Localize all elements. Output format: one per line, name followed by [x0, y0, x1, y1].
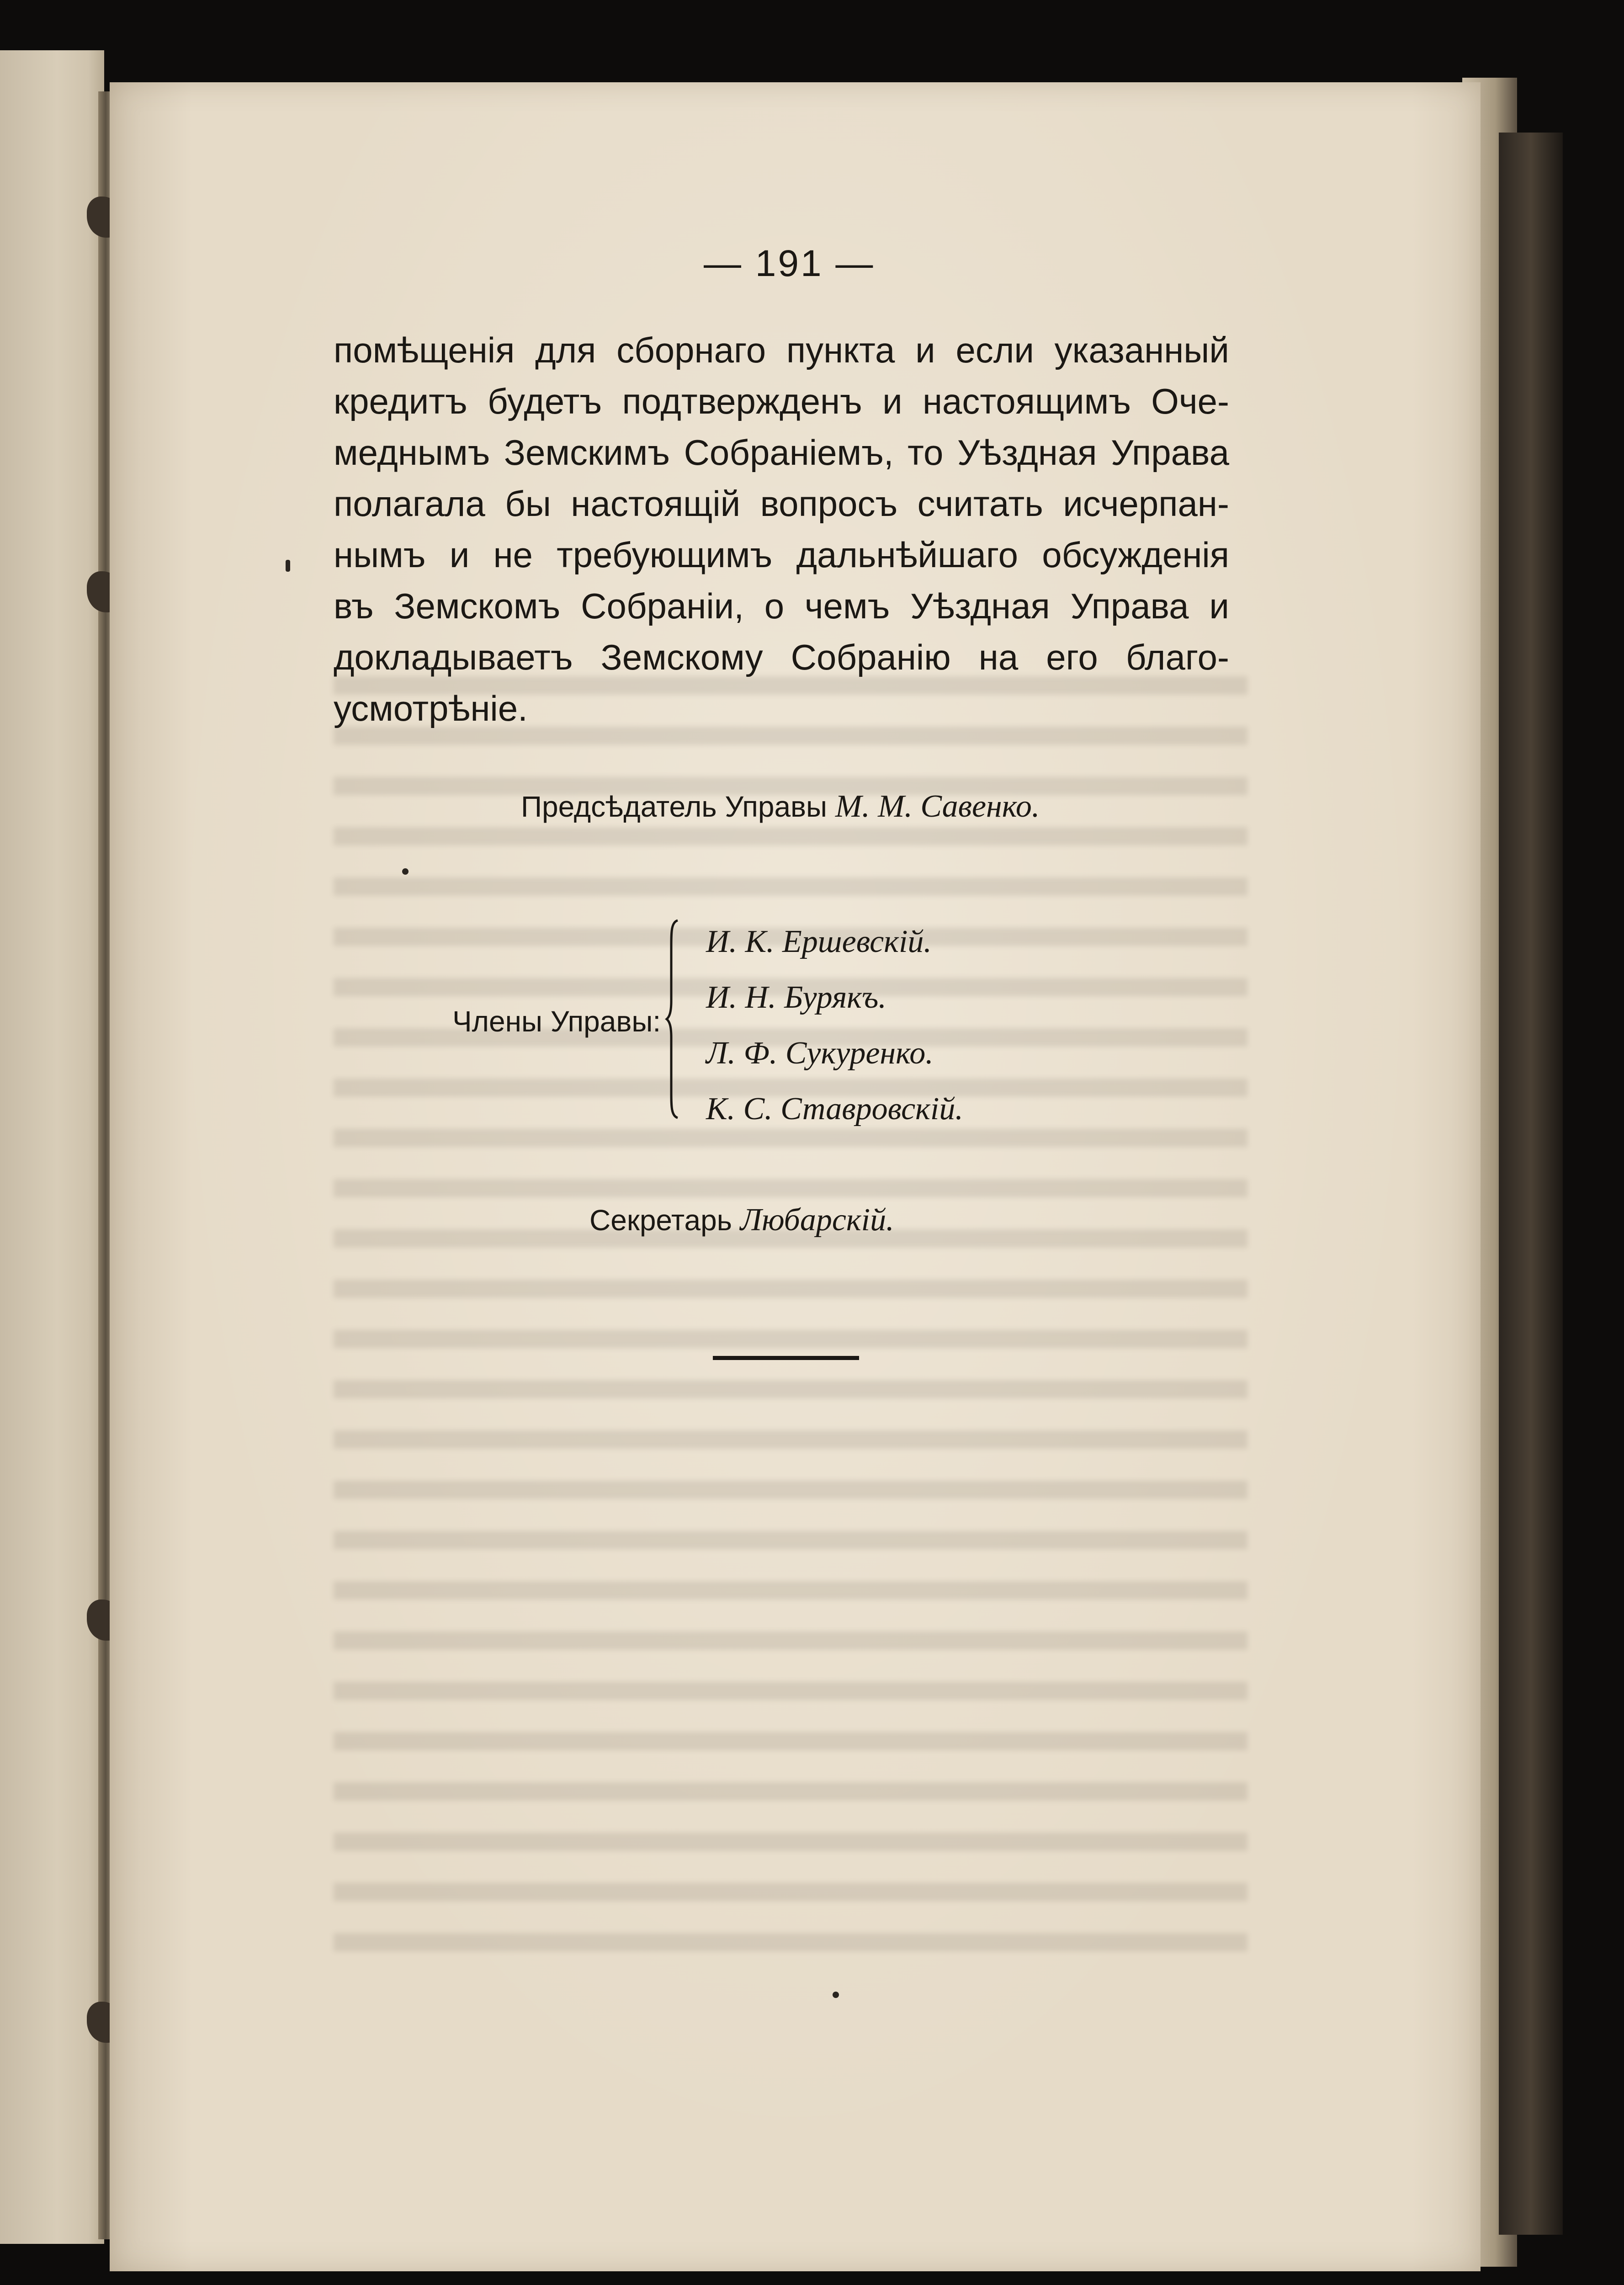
- body-word: о: [764, 586, 785, 626]
- secretary-label: Секретарь: [589, 1204, 732, 1237]
- body-word: Земскому: [600, 637, 763, 677]
- body-word: и: [915, 330, 935, 370]
- members-label: Члены Управы:: [452, 1005, 661, 1038]
- body-word: настоящій: [571, 484, 741, 524]
- book-cover-edge: [1499, 133, 1563, 2235]
- body-word: если: [955, 330, 1034, 370]
- body-line: [334, 580, 1229, 632]
- ink-speck: [833, 1992, 839, 1998]
- body-word: Уѣздная: [910, 586, 1050, 626]
- body-line: [334, 427, 1229, 478]
- body-word: считать: [917, 484, 1043, 524]
- body-paragraph: [334, 324, 1229, 734]
- body-word: и: [1209, 586, 1229, 626]
- secretary-signature: [589, 1202, 894, 1238]
- body-word: Управа: [1111, 432, 1229, 473]
- curly-brace-icon: [665, 919, 683, 1120]
- body-word: Собраніи,: [581, 586, 744, 626]
- body-word: подтвержденъ: [622, 381, 862, 421]
- members-list: [706, 914, 963, 1137]
- body-word: докладываетъ: [334, 637, 573, 677]
- body-line: [334, 324, 1229, 376]
- body-word: исчерпан-: [1063, 484, 1229, 524]
- body-word: указанный: [1054, 330, 1229, 370]
- body-word: въ: [334, 586, 374, 626]
- body-line: [334, 683, 1229, 734]
- body-word: и: [449, 535, 470, 575]
- body-word: не: [493, 535, 533, 575]
- body-word: вопросъ: [760, 484, 898, 524]
- body-word: Уѣздная: [957, 432, 1097, 473]
- body-word: кредитъ: [334, 381, 467, 421]
- body-word: требующимъ: [557, 535, 773, 575]
- body-word: Собраніемъ,: [684, 432, 894, 473]
- body-word: то: [908, 432, 944, 473]
- member-name: И. Н. Бурякъ.: [706, 980, 886, 1015]
- body-word: усмотрѣніе.: [334, 688, 528, 728]
- member-name: К. С. Ставровскій.: [706, 1091, 963, 1127]
- body-word: будетъ: [488, 381, 602, 421]
- body-word: сборнаго: [616, 330, 766, 370]
- body-word: Оче-: [1151, 381, 1229, 421]
- body-word: для: [535, 330, 596, 370]
- body-line: [334, 376, 1229, 427]
- secretary-name: Любарскій.: [740, 1202, 894, 1238]
- body-line: [334, 529, 1229, 580]
- body-word: Управа: [1070, 586, 1189, 626]
- body-word: меднымъ: [334, 432, 490, 473]
- body-word: его: [1046, 637, 1098, 677]
- page-number: — 191 —: [704, 243, 875, 284]
- body-word: помѣщенія: [334, 330, 515, 370]
- body-line: [334, 478, 1229, 529]
- ink-speck: [402, 868, 409, 875]
- body-word: обсужденія: [1042, 535, 1229, 575]
- section-divider: [713, 1356, 859, 1360]
- body-word: Собранію: [791, 637, 951, 677]
- body-word: чемъ: [804, 586, 890, 626]
- body-word: полагала: [334, 484, 485, 524]
- body-line: [334, 632, 1229, 683]
- body-word: дальнѣйшаго: [796, 535, 1019, 575]
- member-name: И. К. Ершевскій.: [706, 924, 932, 959]
- body-word: благо-: [1125, 637, 1229, 677]
- body-word: Земскимъ: [504, 432, 670, 473]
- previous-page-edge: [0, 50, 104, 2244]
- body-word: бы: [505, 484, 551, 524]
- body-word: и: [882, 381, 902, 421]
- ink-speck: [286, 560, 290, 572]
- body-word: пункта: [786, 330, 895, 370]
- chairman-label: Предсѣдатель Управы: [521, 790, 828, 823]
- member-name: Л. Ф. Сукуренко.: [706, 1036, 934, 1071]
- chairman-signature: [521, 788, 1040, 825]
- body-word: настоящимъ: [922, 381, 1131, 421]
- body-word: нымъ: [334, 535, 426, 575]
- body-word: на: [978, 637, 1019, 677]
- body-word: Земскомъ: [394, 586, 561, 626]
- chairman-name: М. М. Савенко.: [835, 789, 1040, 824]
